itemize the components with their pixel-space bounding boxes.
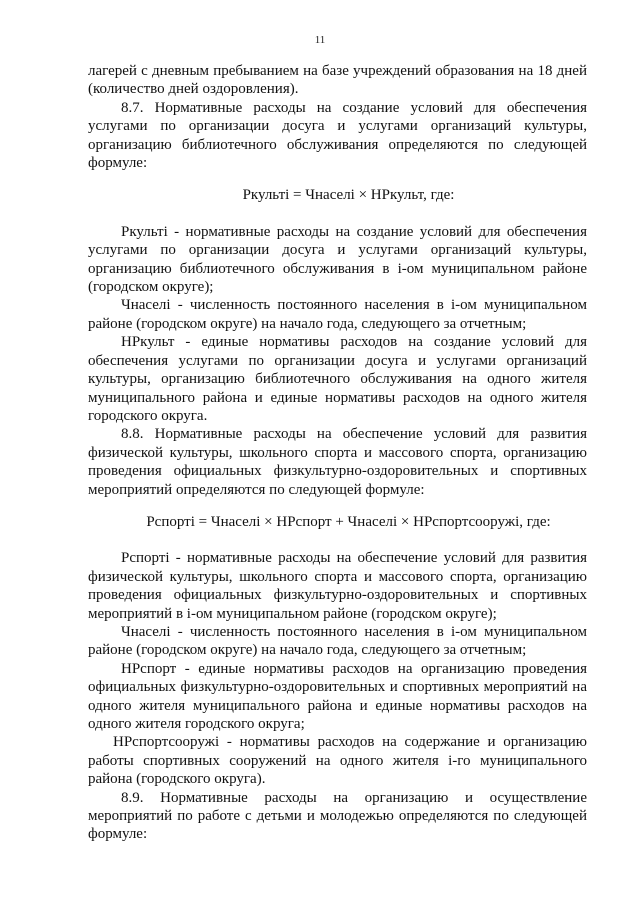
definition-nrsportsoor: НРспортсооружі - нормативы расходов на содержание и организацию работы спортивных сооружений на одного жителя і-го муниципального района (городского округа). — [88, 734, 587, 788]
definition-chnasel: Чнаселі - численность постоянного населения в і-ом муниципальном районе (городском округе) на начало года, следующего за отчетным; — [88, 297, 587, 332]
paragraph-8-9: 8.9. Нормативные расходы на организацию и осуществление мероприятий по работе с детьми и молодежью определяются по следующей формуле: — [88, 789, 587, 843]
document-body — [88, 62, 587, 844]
paragraph-8-8: 8.8. Нормативные расходы на обеспечение условий для развития физической культуры, школьного спорта и массового спорта, организацию проведения официальных физкультурно-оздоровительных и спортивных мероприятий определяются по следующей формуле: — [88, 426, 587, 498]
paragraph-continuation: лагерей с дневным пребыванием на базе учреждений образования на 18 дней (количество дней оздоровления). — [88, 63, 587, 98]
page-number: 11 — [314, 34, 326, 46]
definition-rkult: Ркульті - нормативные расходы на создание условий для обеспечения услугами по организации досуга и услугами организаций культуры, организацию библиотечного обслуживания в і-ом муниципальном районе (городском округе); — [88, 223, 587, 296]
definition-chnasel-sport: Чнаселі - численность постоянного населения в і-ом муниципальном районе (городском округе) на начало года, следующего за отчетным; — [88, 623, 587, 659]
formula-culture: Ркульті = Чнаселі × НРкульт, где: — [242, 187, 455, 204]
definition-nrsport: НРспорт - единые нормативы расходов на организацию проведения официальных физкультурно-оздоровительных и спортивных мероприятий на одного жителя муниципального района и единые нормативы расходов на одного жителя городского округа; — [88, 660, 587, 732]
definition-rsport: Рспорті - нормативные расходы на обеспечение условий для развития физической культуры, школьного спорта и массового спорта, организацию проведения официальных физкультурно-оздоровительных и спортивных мероприятий в і-ом муниципальном районе (городском округе); — [88, 550, 587, 622]
formula-sport: Рспорті = Чнаселі × НРспорт + Чнаселі × НРспортсооружі, где: — [146, 513, 551, 530]
paragraph-8-7: 8.7. Нормативные расходы на создание условий для обеспечения услугами по организации досуга и услугами организаций культуры, организацию библиотечного обслуживания определяются по следующей формуле: — [88, 99, 587, 172]
definition-nrkult: НРкульт - единые нормативы расходов на создание условий для обеспечения услугами по организации досуга и услугами организаций культуры, организацию библиотечного обслуживания на одного жителя муниципального района и единые нормативы расходов на одного жителя городского округа. — [88, 334, 587, 424]
